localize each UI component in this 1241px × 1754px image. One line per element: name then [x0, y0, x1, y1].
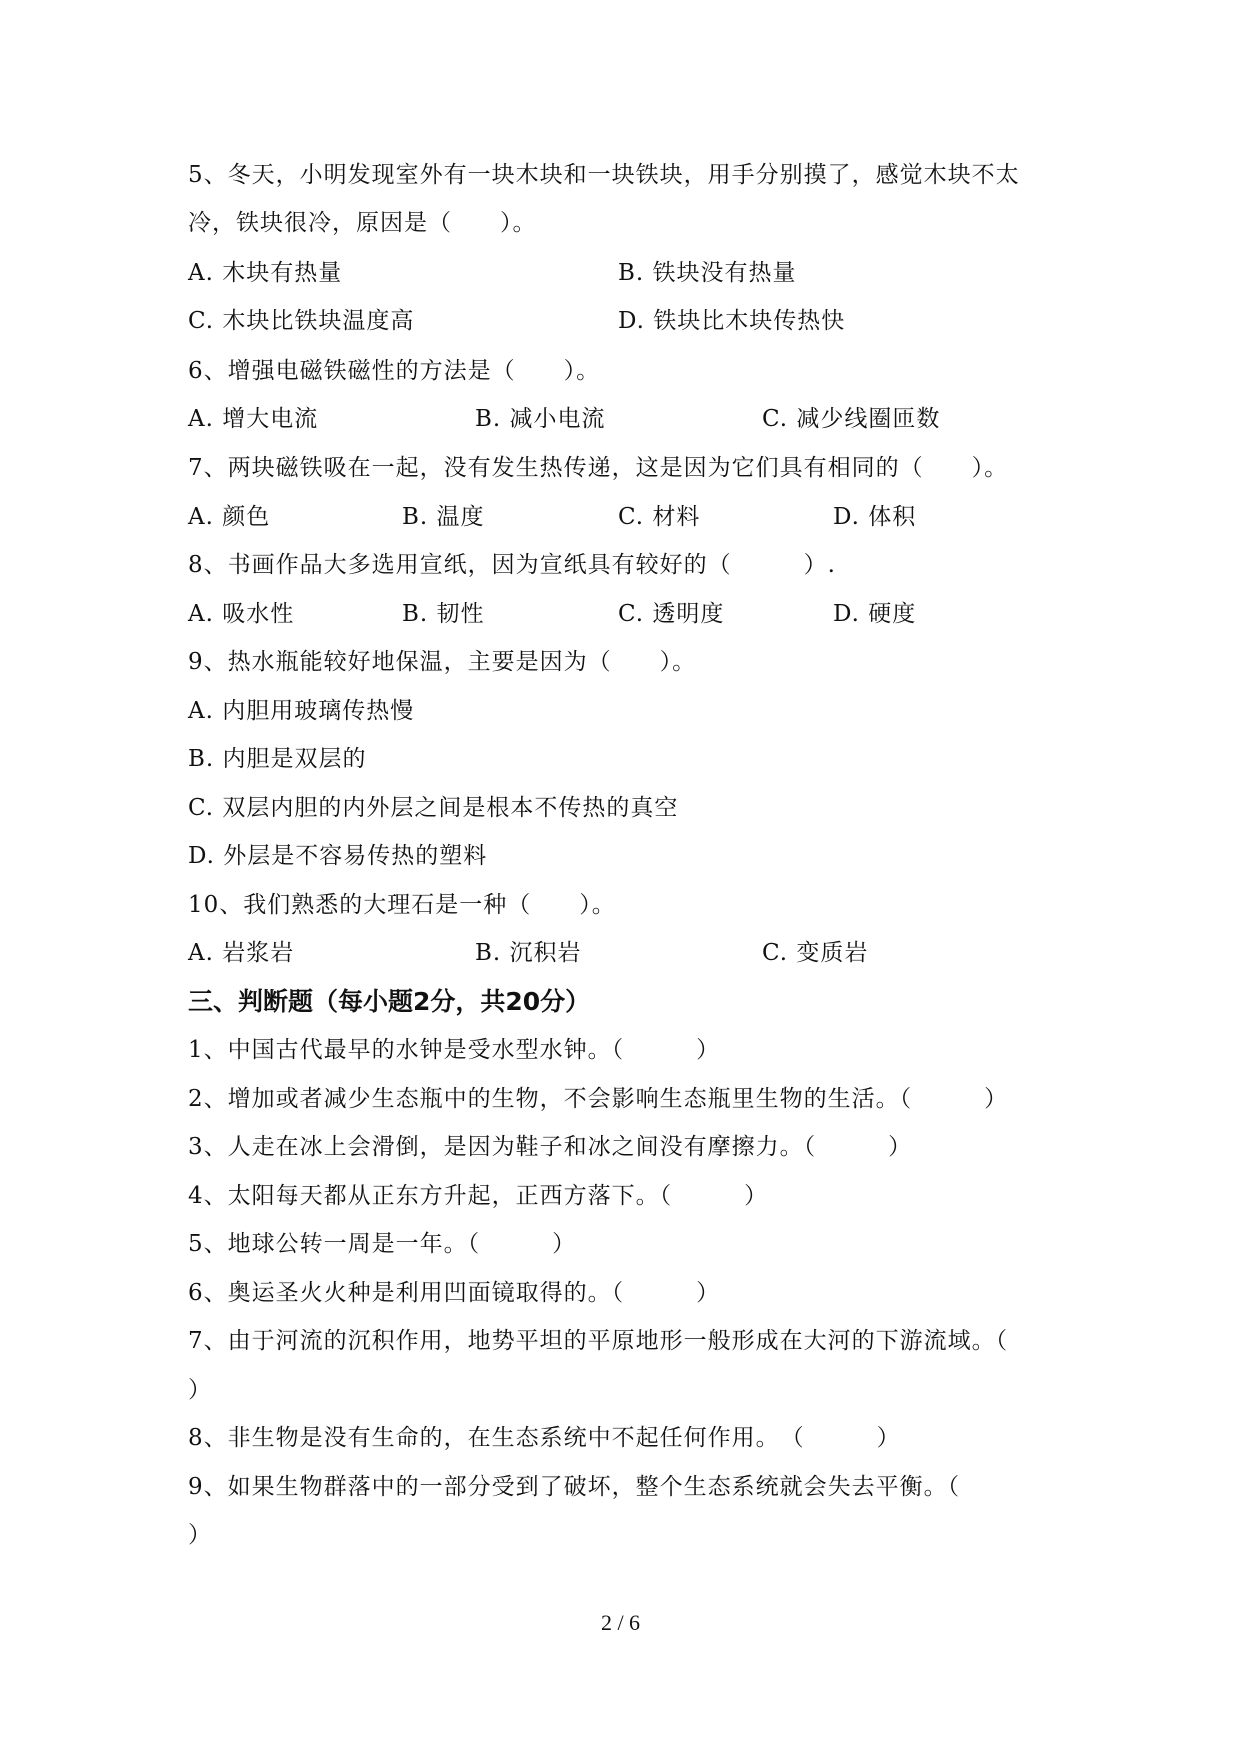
question-5-line-1: 5、冬天，小明发现室外有一块木块和一块铁块，用手分别摸了，感觉木块不太 [188, 162, 1020, 188]
tf-item-9-line-1: 9、如果生物群落中的一部分受到了破坏，整个生态系统就会失去平衡。（ [188, 1474, 961, 1500]
question-10-stem: 10、我们熟悉的大理石是一种（ ）。 [188, 892, 616, 918]
question-5-line-2: 冷，铁块很冷，原因是（ ）。 [188, 210, 537, 236]
question-6-option-b: B. 减小电流 [475, 406, 606, 432]
question-10-option-b: B. 沉积岩 [475, 940, 582, 966]
question-8-option-c: C. 透明度 [618, 601, 725, 627]
question-9-option-b: B. 内胆是双层的 [188, 746, 367, 772]
question-5-option-d: D. 铁块比木块传热快 [618, 308, 846, 334]
question-10-option-c: C. 变质岩 [762, 940, 869, 966]
page-number: 2 / 6 [600, 1610, 641, 1635]
question-7-stem: 7、两块磁铁吸在一起，没有发生热传递，这是因为它们具有相同的（ ）。 [188, 455, 1009, 481]
question-7-option-a: A. 颜色 [188, 504, 271, 530]
question-6-option-c: C. 减少线圈匝数 [762, 406, 941, 432]
tf-item-7-line-2: ） [188, 1377, 212, 1403]
tf-item-8: 8、非生物是没有生命的，在生态系统中不起任何作用。 （ ） [188, 1425, 901, 1451]
question-9-stem: 9、热水瓶能较好地保温，主要是因为（ ）。 [188, 649, 697, 675]
section-3-heading: 三、判断题（每小题2分，共20分） [188, 987, 591, 1016]
question-7-option-b: B. 温度 [402, 504, 485, 530]
tf-item-3: 3、人走在冰上会滑倒，是因为鞋子和冰之间没有摩擦力。（ ） [188, 1134, 913, 1160]
question-7-option-d: D. 体积 [833, 504, 917, 530]
question-8-stem: 8、书画作品大多选用宣纸，因为宣纸具有较好的（ ）. [188, 552, 836, 578]
tf-item-4: 4、太阳每天都从正东方升起，正西方落下。（ ） [188, 1183, 769, 1209]
question-6-stem: 6、增强电磁铁磁性的方法是（ ）。 [188, 358, 601, 384]
question-9-option-d: D. 外层是不容易传热的塑料 [188, 843, 488, 869]
question-8-option-b: B. 韧性 [402, 601, 485, 627]
tf-item-7-line-1: 7、由于河流的沉积作用，地势平坦的平原地形一般形成在大河的下游流域。（ [188, 1328, 1009, 1354]
question-9-option-c: C. 双层内胆的内外层之间是根本不传热的真空 [188, 795, 679, 821]
tf-item-9-line-2: ） [188, 1522, 212, 1548]
question-5-option-c: C. 木块比铁块温度高 [188, 308, 415, 334]
question-8-option-d: D. 硬度 [833, 601, 917, 627]
question-5-option-b: B. 铁块没有热量 [618, 260, 797, 286]
question-9-option-a: A. 内胆用玻璃传热慢 [188, 698, 415, 724]
question-6-option-a: A. 增大电流 [188, 406, 319, 432]
question-5-option-a: A. 木块有热量 [188, 260, 343, 286]
question-10-option-a: A. 岩浆岩 [188, 940, 295, 966]
tf-item-5: 5、地球公转一周是一年。（ ） [188, 1231, 577, 1257]
tf-item-2: 2、增加或者减少生态瓶中的生物，不会影响生态瓶里生物的生活。（ ） [188, 1086, 1009, 1112]
tf-item-1: 1、中国古代最早的水钟是受水型水钟。（ ） [188, 1037, 721, 1063]
question-8-option-a: A. 吸水性 [188, 601, 295, 627]
tf-item-6: 6、奥运圣火火种是利用凹面镜取得的。（ ） [188, 1280, 721, 1306]
question-7-option-c: C. 材料 [618, 504, 701, 530]
